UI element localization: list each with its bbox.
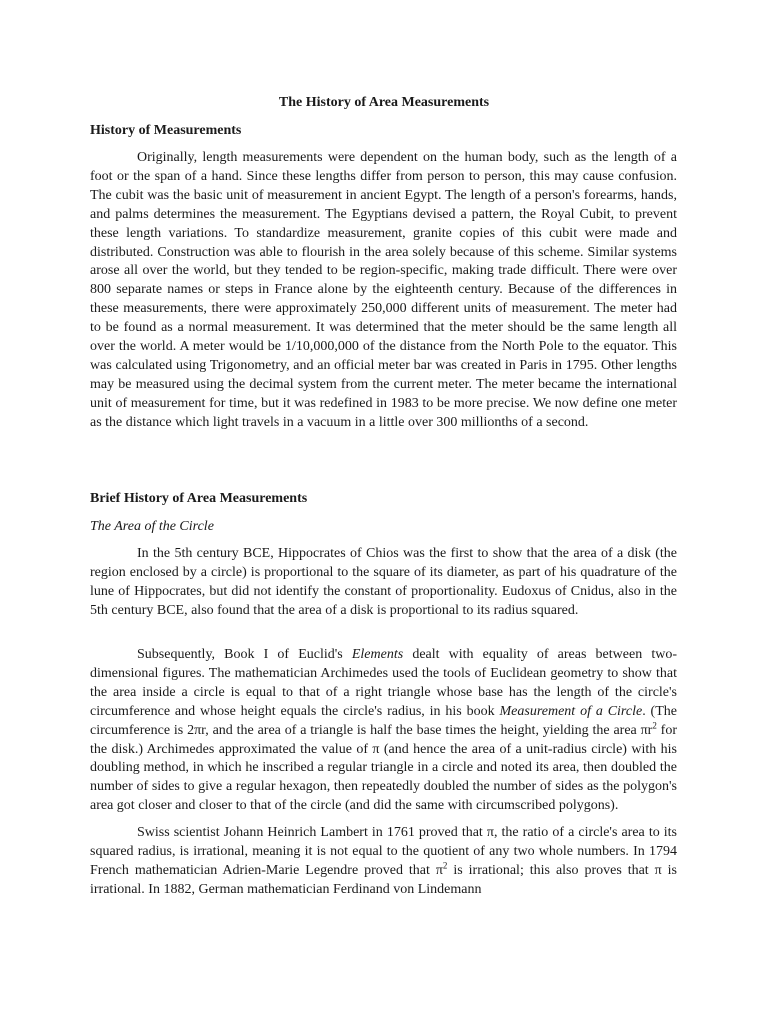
section-heading-history-of-measurements: History of Measurements [90,123,242,138]
text-run: Swiss scientist Johann Heinrich Lambert in 1761 proved that π, the ratio of a circle's area to its squared radius, is irrational, meaning it is not equal to the quotient of any two whole numbers. In 1794 French mathematician Adrien-Marie Legendre proved that π [90,825,677,878]
superscript: 2 [652,719,657,730]
text-run: dealt with equality of areas between two-dimensional figures. The mathematician Archimedes used the tools of Euclidean geometry to show that the area inside a circle is equal to that of a right triangle whose base has the length of the circle's circumference and whose height equals the circle's radius, in his book [90,647,677,719]
text-run: . (The circumference is 2πr, and the area of a triangle is half the base times the height, yielding the area πr [90,703,677,738]
paragraph-euclid-archimedes [90,646,677,816]
section-heading-area-measurements: Brief History of Area Measurements [90,491,308,506]
paragraph-history-of-measurements: Originally, length measurements were dependent on the human body, such as the length of a foot or the span of a hand. Since these lengths differ from person to person, this may cause confusion. The cubit was the basic unit of measurement in ancient Egypt. The length of a person's forearms, hands, and palms determines the measurement. The Egyptians devised a pattern, the Royal Cubit, to prevent these length variations. To standardize measurement, granite copies of this cubit were made and distributed. Construction was able to flourish in the area solely because of this scheme. Similar systems arose all over the world, but they tended to be region-specific, making trade difficult. There were over 800 separate names or steps in France alone by the eighteenth century. Because of the differences in these measurements, there were approximately 250,000 different units of measurement. The meter had to be found as a normal measurement. It was determined that the meter should be the same length all over the world. A meter would be 1/10,000,000 of the distance from the North Pole to the equator. This was calculated using Trigonometry, and an official meter bar was created in Paris in 1795. Other lengths may be measured using the decimal system from the current meter. The meter became the international unit of measurement for time, but it was redefined in 1983 to be more precise. We now define one meter as the distance which light travels in a vacuum in a little over 300 millionths of a second. [90,150,677,430]
subheading-area-of-circle: The Area of the Circle [90,519,214,534]
superscript: 2 [442,860,448,871]
text-run: is irrational; this also proves that π is irrational. In 1882, German mathematician Ferdinand von Lindemann [90,862,677,897]
book-title-elements: Elements [351,647,404,662]
paragraph-hippocrates: In the 5th century BCE, Hippocrates of Chios was the first to show that the area of a disk (the region enclosed by a circle) is proportional to the square of its diameter, as part of his quadrature of the lune of Hippocrates, but did not identify the constant of proportionality. Eudoxus of Cnidus, also in the 5th century BCE, also found that the area of a disk is proportional to its radius squared. [90,546,677,618]
book-title-measurement-of-a-circle: Measurement of a Circle [499,703,643,719]
text-run: for the disk.) Archimedes approximated the value of π (and hence the area of a unit-radius circle) with his doubling method, in which he inscribed a regular triangle in a circle and noted its area, then doubled the number of sides to give a regular hexagon, then repeatedly doubled the number of sides as the polygon's area got closer and closer to that of the circle (and did the same with circumscribed polygons). [90,722,678,814]
paragraph-lambert-legendre [90,824,677,900]
document-title: The History of Area Measurements [278,95,490,110]
text-run: Subsequently, Book I of Euclid's [137,647,352,662]
